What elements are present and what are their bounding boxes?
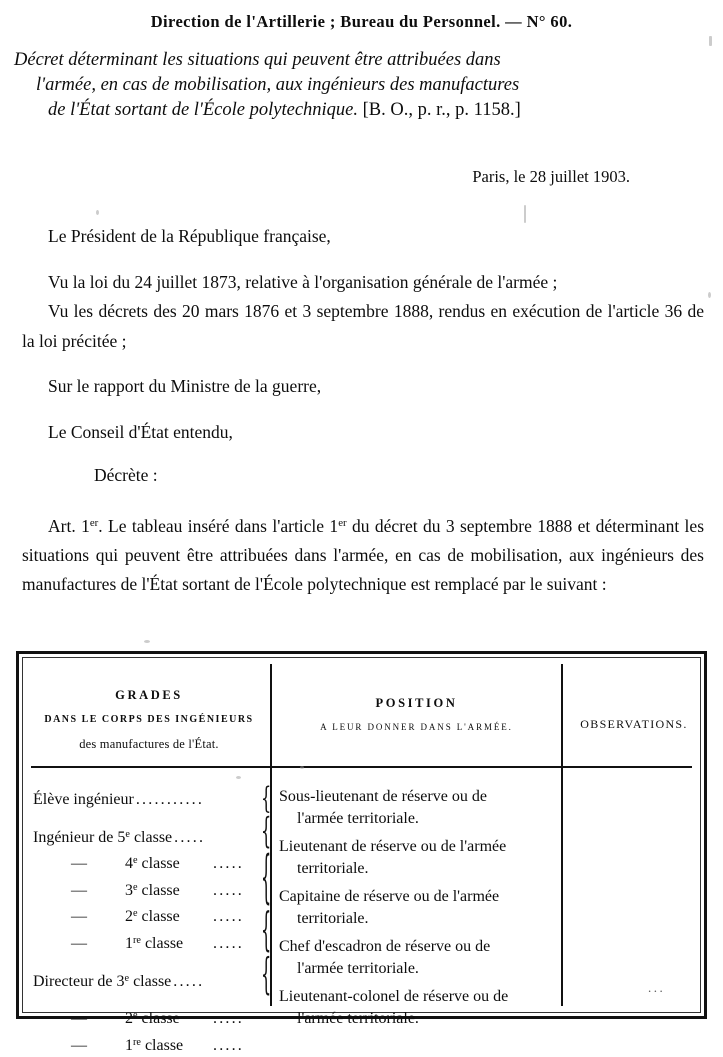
class-word: classe xyxy=(141,1010,180,1028)
position-line-1: Capitaine de réserve ou de l'armée xyxy=(279,888,500,905)
table-header-grades xyxy=(29,686,269,753)
leader-dots: ..... xyxy=(213,935,244,953)
table-header-observations: OBSERVATIONS. xyxy=(580,717,688,731)
grade-class xyxy=(125,1031,211,1057)
position-entry xyxy=(279,836,555,879)
class-word: classe xyxy=(144,1036,184,1054)
header-body-rule xyxy=(31,766,692,768)
grade-class xyxy=(125,849,211,876)
document-body xyxy=(22,222,704,600)
position-line-2: territoriale. xyxy=(297,909,369,927)
table-row xyxy=(33,876,263,903)
class-word: classe xyxy=(141,908,180,926)
grade-class-text: classe xyxy=(129,972,172,990)
decree-title-line2: l'armée, en cas de mobilisation, aux ingénieurs des manufactures xyxy=(36,75,520,95)
ditto-dash: — xyxy=(71,1036,87,1054)
brace-group-3: { xyxy=(261,850,272,908)
table-row xyxy=(33,967,263,994)
position-line-1: Chef d'escadron de réserve ou de xyxy=(279,938,491,955)
ordinal-sup: e xyxy=(133,881,138,893)
scan-speck xyxy=(96,210,99,215)
grade-class xyxy=(125,1004,211,1031)
department-heading: Direction de l'Artillerie ; Bureau du Personnel. — N° 60. xyxy=(150,12,573,31)
position-line-1: Lieutenant de réserve ou de l'armée xyxy=(279,838,507,855)
table-row xyxy=(33,1031,263,1057)
decree-title-line3-text: de l'État sortant de l'École polytechnique. xyxy=(48,100,359,120)
table-header-grades-sub2: des manufactures de l'État. xyxy=(79,736,219,751)
leader-dots: ..... xyxy=(213,1036,244,1054)
class-number: 1 xyxy=(125,1036,133,1054)
ordinal-sup: e xyxy=(124,972,130,984)
position-line-1: Lieutenant-colonel de réserve ou de xyxy=(279,988,509,1005)
leader-dots: ..... xyxy=(174,828,206,846)
decree-title-line1: Décret déterminant les situations qui peuvent être attribuées dans xyxy=(14,50,501,70)
table-row xyxy=(33,823,263,850)
scan-speck xyxy=(144,640,150,643)
paragraph-vu-2: Vu les décrets des 20 mars 1876 et 3 septembre 1888, rendus en exécution de l'article 36 de la loi précitée ; xyxy=(22,301,704,351)
scan-speck xyxy=(236,776,241,779)
table-row xyxy=(33,1004,263,1031)
brace-group-1: { xyxy=(261,784,272,814)
article-rest: . Le tableau inséré dans l'article 1 xyxy=(98,515,339,536)
leader-dots: ..... xyxy=(213,855,244,873)
ordinal-sup: e xyxy=(133,855,138,867)
article-ordinal-sup: er xyxy=(89,516,99,529)
position-line-2: l'armée territoriale. xyxy=(297,959,419,977)
decree-title xyxy=(14,48,714,123)
grade-class xyxy=(125,929,211,956)
table-header-position xyxy=(275,694,558,734)
observations-cell-mark: ... xyxy=(648,980,666,995)
position-line-1: Sous-lieutenant de réserve ou de xyxy=(279,788,487,805)
ordinal-sup: e xyxy=(133,1010,138,1022)
class-number: 2 xyxy=(125,1010,133,1028)
grade-label xyxy=(33,967,171,994)
leader-dots: ..... xyxy=(213,1010,244,1028)
ditto-dash: — xyxy=(71,935,87,953)
paragraph-president: Le Président de la République française, xyxy=(48,226,331,246)
paragraph-decrete: Décrète : xyxy=(94,465,158,485)
ordinal-sup: e xyxy=(125,828,130,840)
table-header-grades-sub1: DANS LE CORPS DES INGÉNIEURS xyxy=(44,714,254,726)
grade-class-text: classe xyxy=(129,828,173,846)
brace-group-2: { xyxy=(261,814,272,850)
leader-dots: ..... xyxy=(213,908,244,926)
paragraph-vu-1: Vu la loi du 24 juillet 1873, relative à l'organisation générale de l'armée ; xyxy=(48,271,558,292)
paragraph-rapport: Sur le rapport du Ministre de la guerre, xyxy=(48,376,322,396)
table-header-position-sub: A LEUR DONNER DANS L'ARMÉE. xyxy=(320,722,513,733)
position-line-2: l'armée territoriale. xyxy=(297,1009,419,1027)
position-column-body xyxy=(279,786,555,1036)
class-word: classe xyxy=(144,935,184,953)
ditto-dash: — xyxy=(71,908,87,926)
place-and-date: Paris, le 28 juillet 1903. xyxy=(472,167,630,186)
paragraph-article-1 xyxy=(22,509,704,600)
decree-title-line3 xyxy=(14,98,714,123)
position-entry xyxy=(279,786,555,829)
ordinal-sup: re xyxy=(133,934,141,946)
brace-group-5: { xyxy=(261,954,272,998)
paragraph-conseil-etat: Le Conseil d'État entendu, xyxy=(48,421,233,442)
class-word: classe xyxy=(141,881,180,899)
grade-label-text: Ingénieur de 5 xyxy=(33,828,126,846)
position-line-2: territoriale. xyxy=(297,859,369,877)
table-row xyxy=(33,849,263,876)
column-divider-2 xyxy=(561,664,563,1006)
table-header-position-main: POSITION xyxy=(375,696,458,710)
position-entry xyxy=(279,936,555,979)
position-entry xyxy=(279,886,555,929)
scan-speck xyxy=(524,205,526,223)
table-row xyxy=(33,929,263,956)
scan-speck xyxy=(709,36,712,46)
class-number: 3 xyxy=(125,881,133,899)
scan-speck xyxy=(708,292,711,298)
ditto-dash: — xyxy=(71,881,87,899)
class-number: 4 xyxy=(125,855,133,873)
leader-dots: ..... xyxy=(173,972,205,990)
ditto-dash: — xyxy=(71,855,87,873)
article-prefix: Art. 1 xyxy=(48,515,90,536)
brace-group-4: { xyxy=(261,908,272,954)
grade-label: Élève ingénieur xyxy=(33,791,134,808)
grade-label-text: Directeur de 3 xyxy=(33,972,125,990)
position-line-2: l'armée territoriale. xyxy=(297,809,419,827)
article-ordinal-sup-2: er xyxy=(338,516,347,529)
grades-table-inner-frame xyxy=(22,657,701,1054)
grade-class xyxy=(125,902,211,929)
grade-label xyxy=(33,823,172,850)
table-row xyxy=(33,902,263,929)
ditto-dash: — xyxy=(71,1010,87,1028)
table-header-grades-main: GRADES xyxy=(115,688,183,702)
ordinal-sup: re xyxy=(133,1036,141,1048)
class-number: 2 xyxy=(125,908,133,926)
grade-position-braces xyxy=(261,784,277,998)
ordinal-sup: e xyxy=(133,908,138,920)
position-entry xyxy=(279,986,555,1029)
grades-column-body xyxy=(33,788,263,1057)
grade-class xyxy=(125,876,211,903)
class-number: 1 xyxy=(125,935,133,953)
table-row xyxy=(33,788,263,812)
leader-dots: ........... xyxy=(135,791,205,808)
class-word: classe xyxy=(141,855,180,873)
grades-table xyxy=(16,651,707,1054)
article-rest-2: du décret du 3 septembre 1888 et déterminant les situations qui peuvent être attribuées dans l'armée, en cas de mobilisation, aux ingénieurs des manufactures de l'État sortant de l'École polytechnique est remplacé par le suivant : xyxy=(22,515,704,595)
scan-speck xyxy=(300,766,304,769)
leader-dots: ..... xyxy=(213,881,244,899)
decree-reference: [B. O., p. r., p. 1158.] xyxy=(362,100,521,120)
